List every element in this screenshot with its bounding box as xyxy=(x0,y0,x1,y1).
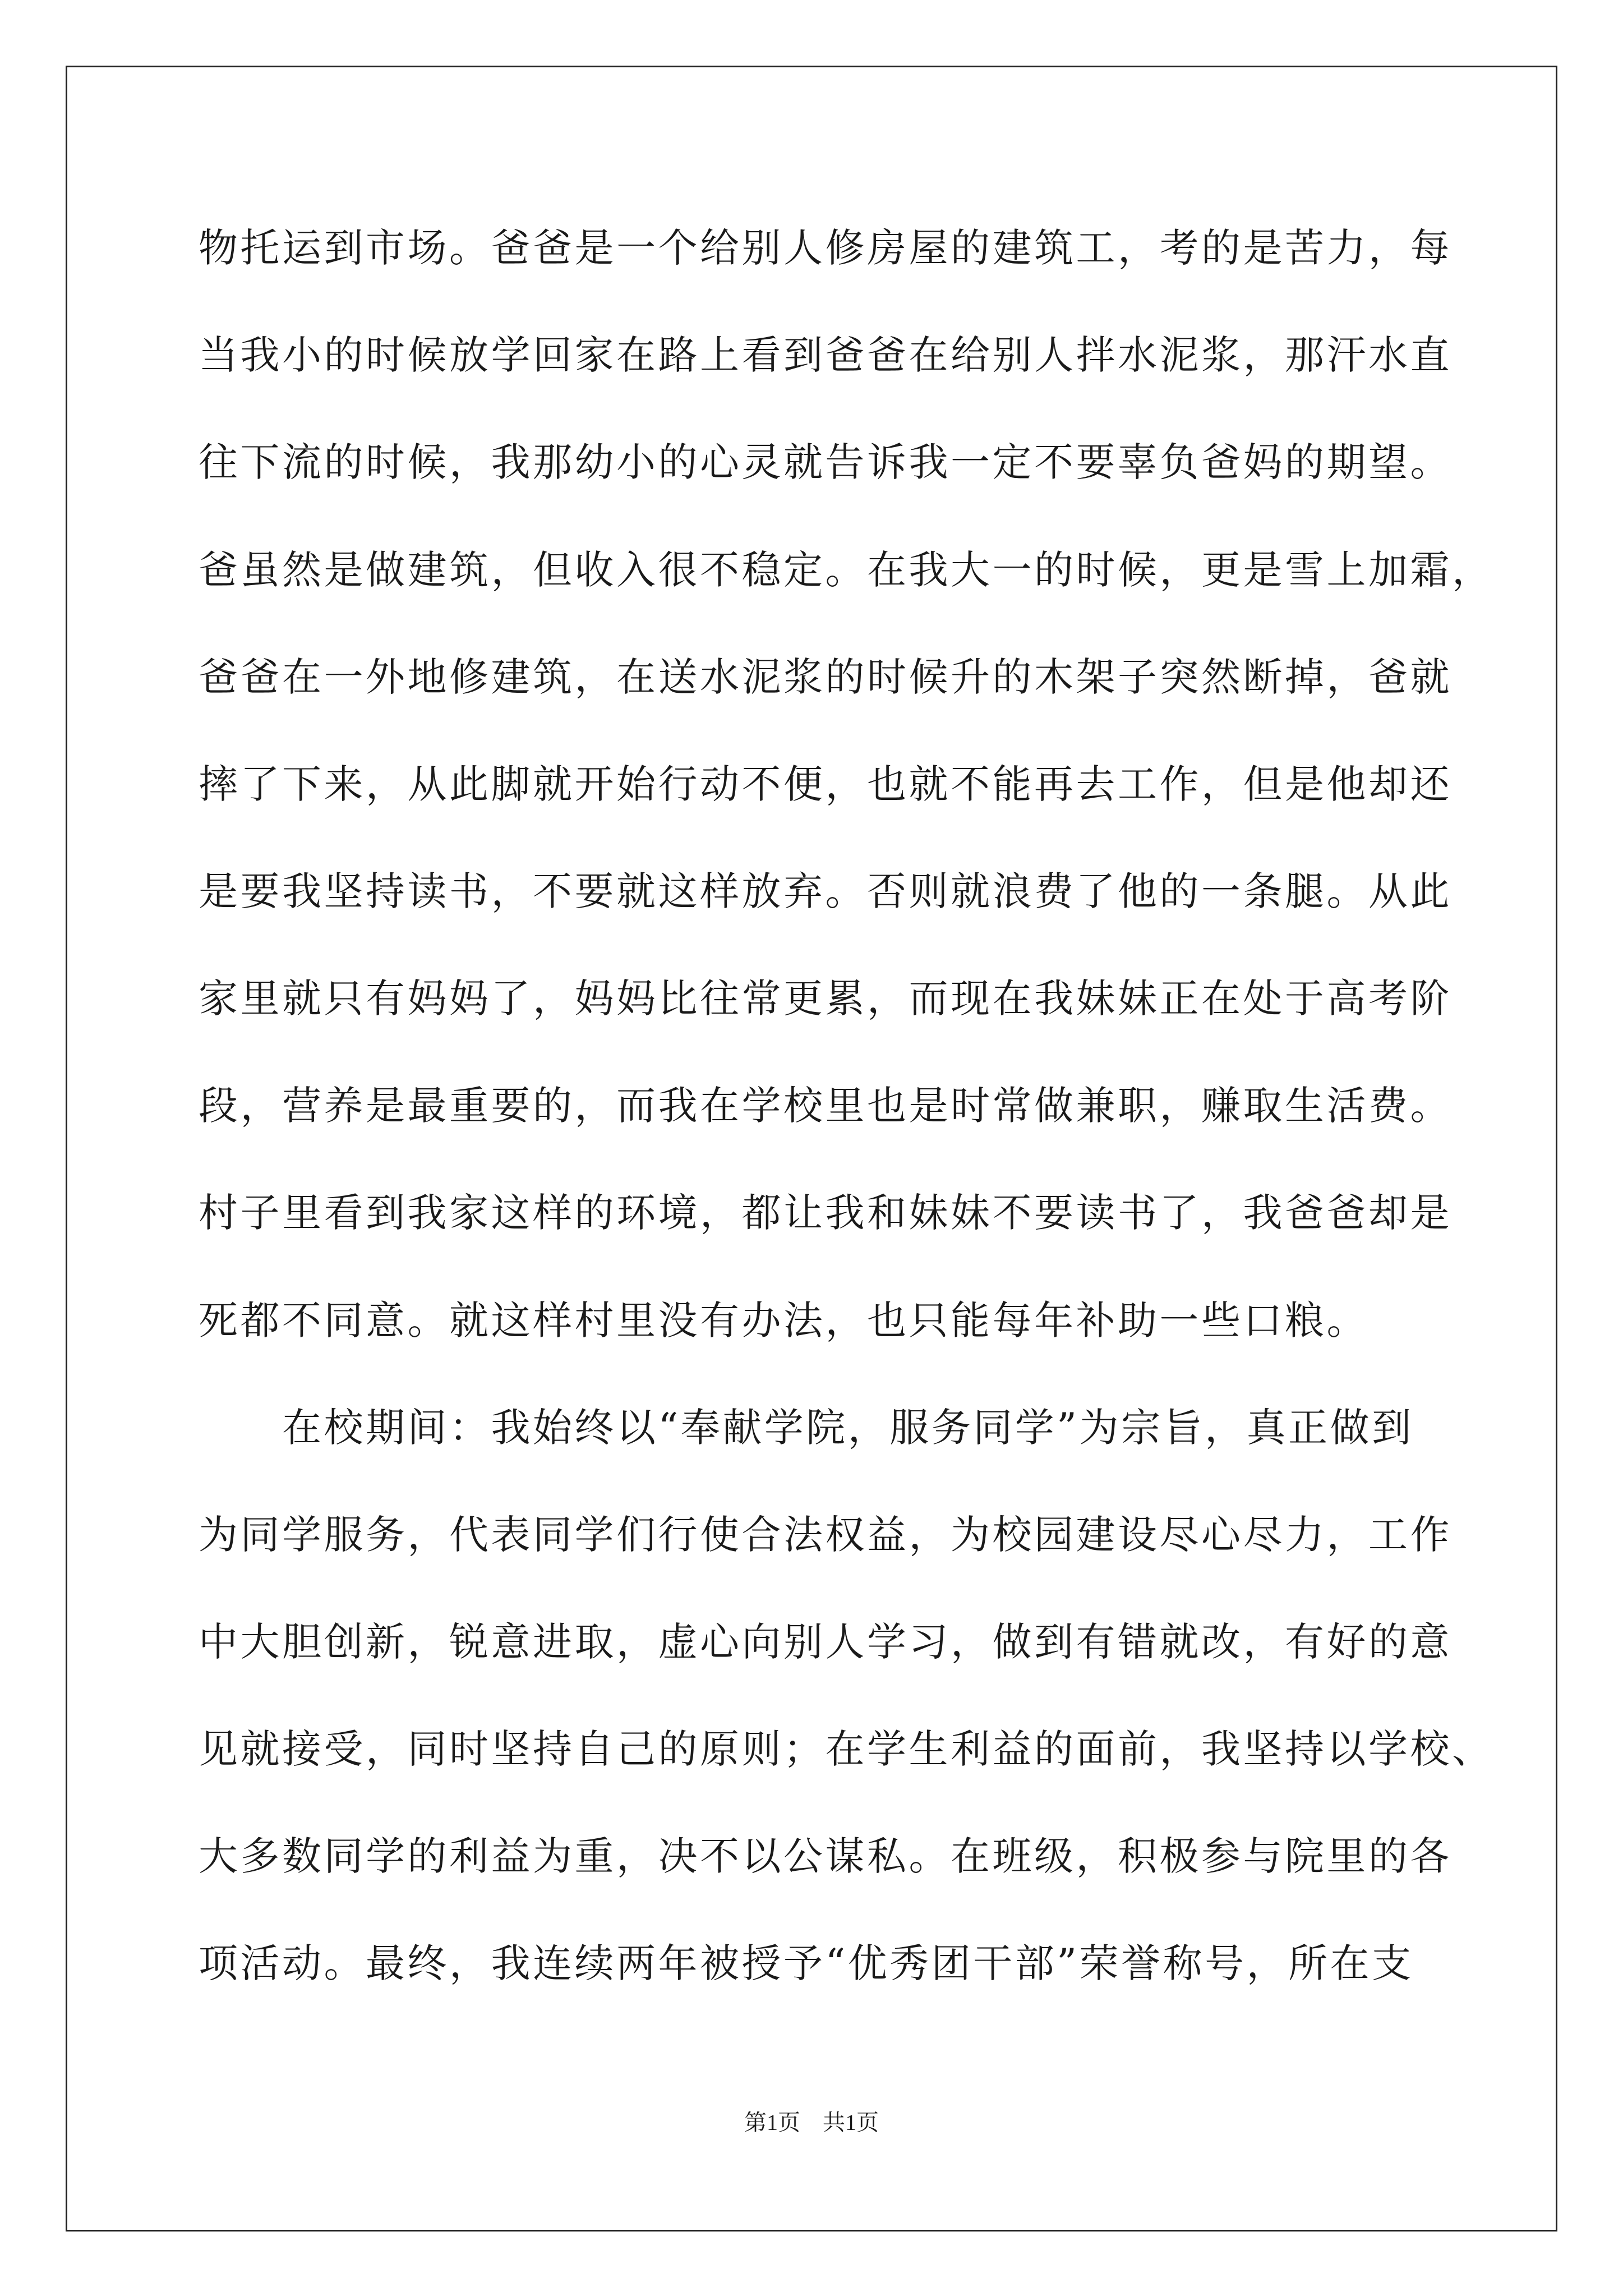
text-line: 中大胆创新，锐意进取，虚心向别人学习，做到有错就改，有好的意 xyxy=(199,1619,1452,1665)
text-line: 为同学服务，代表同学们行使合法权益，为校园建设尽心尽力，工作 xyxy=(199,1512,1452,1558)
text-line: 物托运到市场。爸爸是一个给别人修房屋的建筑工，考的是苦力，每 xyxy=(199,225,1452,271)
page-border xyxy=(66,66,1557,2231)
text-line: 项活动。最终，我连续两年被授予“优秀团干部”荣誉称号，所在支 xyxy=(199,1940,1414,1986)
text-line: 村子里看到我家这样的环境，都让我和妹妹不要读书了，我爸爸却是 xyxy=(199,1190,1452,1236)
text-line: 在校期间：我始终以“奉献学院，服务同学”为宗旨，真正做到 xyxy=(199,1405,1414,1451)
text-line: 往下流的时候，我那幼小的心灵就告诉我一定不要辜负爸妈的期望。 xyxy=(199,439,1452,485)
page-footer: 第1页 共1页 xyxy=(744,2110,879,2135)
text-line: 段，营养是最重要的，而我在学校里也是时常做兼职，赚取生活费。 xyxy=(199,1083,1452,1129)
text-line: 摔了下来，从此脚就开始行动不便，也就不能再去工作，但是他却还 xyxy=(199,761,1452,807)
text-line: 爸虽然是做建筑，但收入很不稳定。在我大一的时候，更是雪上加霜， xyxy=(199,547,1494,593)
text-line: 是要我坚持读书，不要就这样放弃。否则就浪费了他的一条腿。从此 xyxy=(199,868,1452,914)
text-line: 家里就只有妈妈了，妈妈比往常更累，而现在我妹妹正在处于高考阶 xyxy=(199,976,1452,1022)
text-line: 大多数同学的利益为重，决不以公谋私。在班级，积极参与院里的各 xyxy=(199,1833,1452,1879)
text-line: 爸爸在一外地修建筑，在送水泥浆的时候升的木架子突然断掉，爸就 xyxy=(199,654,1452,700)
text-line: 死都不同意。就这样村里没有办法，也只能每年补助一些口粮。 xyxy=(199,1297,1368,1343)
text-line: 见就接受，同时坚持自己的原则；在学生利益的面前，我坚持以学校、 xyxy=(199,1726,1494,1772)
text-line: 当我小的时候放学回家在路上看到爸爸在给别人拌水泥浆，那汗水直 xyxy=(199,332,1452,378)
